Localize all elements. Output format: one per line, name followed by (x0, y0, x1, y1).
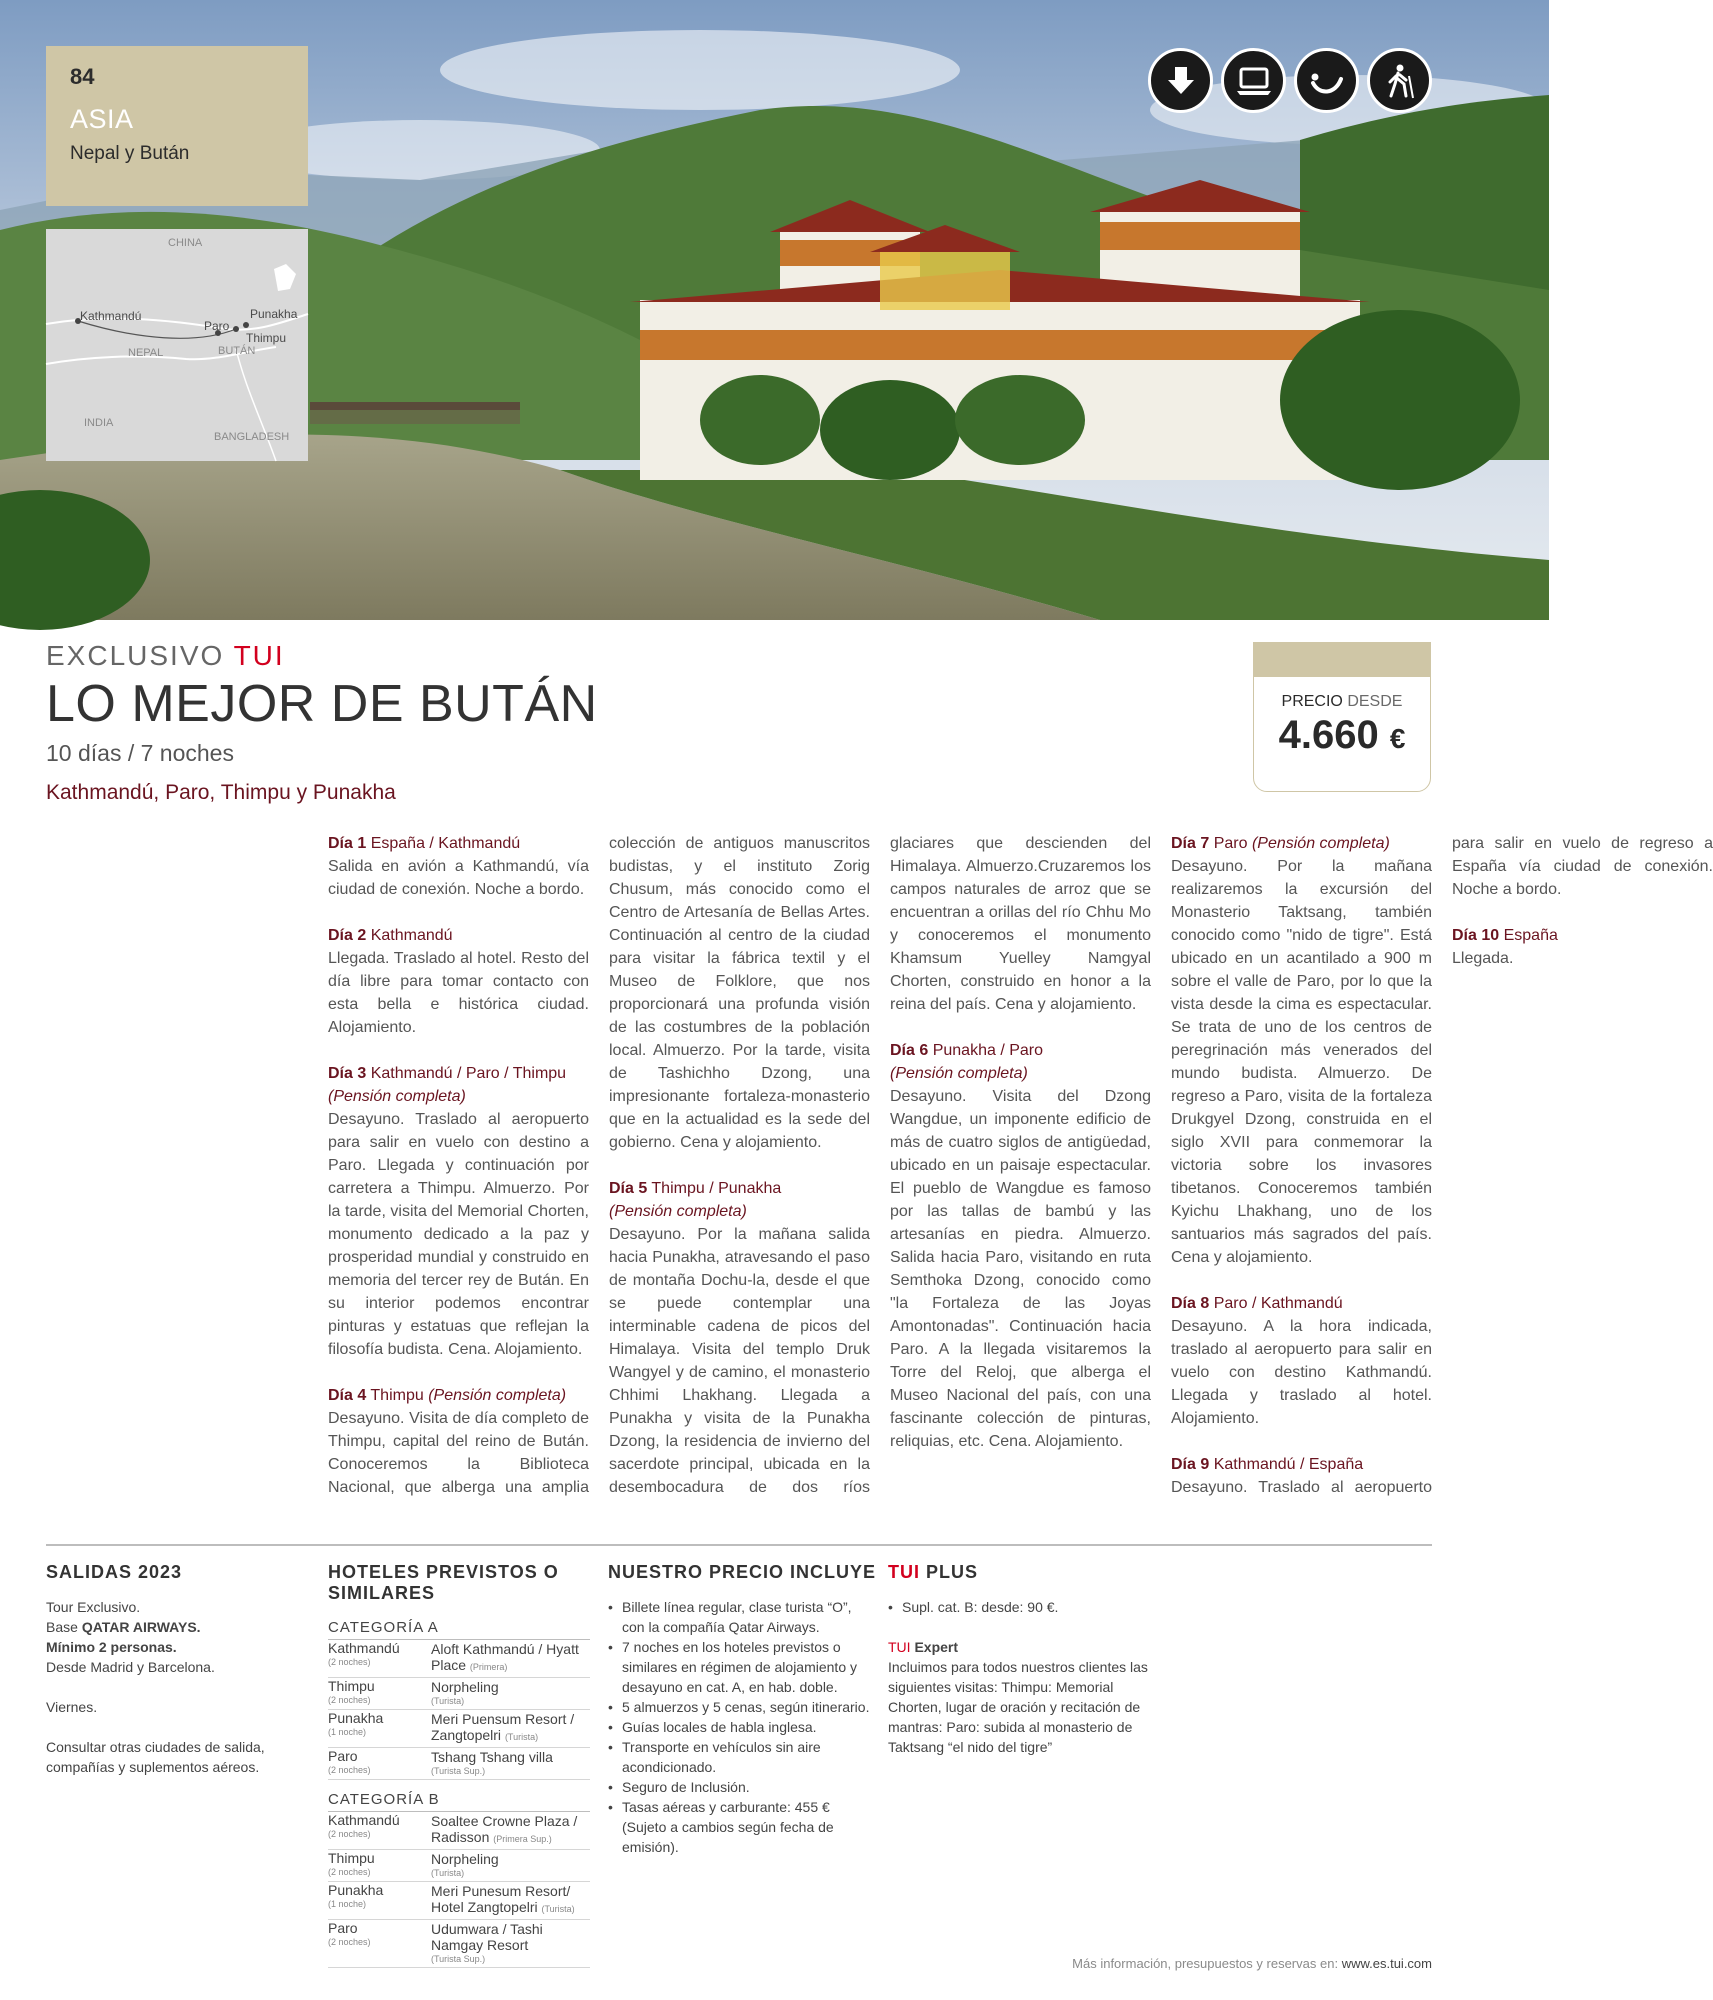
hotel-cat: (Turista) (541, 1904, 575, 1914)
salidas-airline: QATAR AIRWAYS. (81, 1619, 201, 1635)
itinerary-day (1171, 1292, 1432, 1430)
list-item: • Billete línea regular, clase turista “O”, con la compañía Qatar Airways. (608, 1597, 870, 1637)
table-row (328, 1710, 590, 1748)
day-text: Salida en avión a Kathmandú, vía ciudad de conexión. Noche a bordo. (328, 858, 589, 898)
list-item: • 7 noches en los hoteles previstos o similares en régimen de alojamiento y desayuno en cat. A, en hab. doble. (608, 1637, 870, 1697)
map-label-china: CHINA (168, 237, 203, 249)
price-value: 4.660 (1278, 713, 1379, 757)
route-map (46, 229, 308, 461)
plus-list (888, 1597, 1150, 1617)
price-label (1254, 693, 1430, 711)
exclusive-label (46, 640, 598, 672)
list-item: • Seguro de Inclusión. (608, 1777, 870, 1797)
hotel-city: Paro (328, 1748, 358, 1764)
day-number: Día 7 (1171, 835, 1210, 852)
footer-text: Más información, presupuestos y reservas en: (1072, 1956, 1339, 1971)
hotel-nights: (1 noche) (328, 1727, 367, 1737)
page-number: 84 (70, 64, 95, 89)
hotel-cat: (Turista Sup.) (431, 1766, 486, 1776)
itinerary-day (1452, 924, 1713, 970)
download-icon[interactable] (1148, 48, 1213, 113)
price-band (1254, 643, 1430, 677)
hotel-city: Paro (328, 1920, 358, 1936)
hotel-city: Punakha (328, 1882, 384, 1898)
itinerary-day (328, 832, 589, 901)
hotel-city: Thimpu (328, 1850, 375, 1866)
map-label-butan: BUTÁN (218, 345, 256, 357)
day-number: Día 8 (1171, 1295, 1210, 1312)
day-number: Día 6 (890, 1042, 929, 1059)
tui-brand: TUI (888, 1639, 911, 1655)
map-city-kathmandu: Kathmandú (80, 309, 142, 323)
hotel-cat: (Primera) (469, 1662, 508, 1672)
hotel-table (328, 1618, 590, 1968)
salidas-consultar: Consultar otras ciudades de salida, compañías y suplementos aéreos. (46, 1739, 265, 1775)
day-text: Llegada. Traslado al hotel. Resto del día libre para tomar contacto con esta bella e histórica ciudad. Alojamiento. (328, 950, 589, 1036)
salidas-line1: Tour Exclusivo. (46, 1599, 141, 1615)
table-row (328, 1882, 590, 1920)
salidas-dias: Viernes. (46, 1699, 98, 1715)
country-label: Nepal y Bután (70, 143, 190, 164)
page-footer (1040, 1956, 1432, 1971)
page-title: LO MEJOR DE BUTÁN (46, 675, 598, 733)
footer-link[interactable]: www.es.tui.com (1341, 1956, 1432, 1971)
incluye-list (608, 1597, 870, 1857)
hotel-name: Norpheling (431, 1679, 499, 1695)
day-place: Kathmandú (370, 927, 453, 944)
tui-brand: TUI (233, 640, 285, 671)
price-box (1253, 642, 1431, 792)
day-text: Desayuno. Visita de día completo de Thimpu, capital del reino de Bután. Conoceremos la Biblioteca Nacional, que alberga una amplia colección de antiguos manuscritos budistas, y el instituto Zorig Chusum, más conocido como el Centro de Artesanía de Bellas Artes. Continuación al centro de la ciudad para visitar la fábrica textil y el Museo de Folklore, que nos proporcionará una profunda visión de las costumbres de la población local. Almuerzo. Por la tarde, visita de Tashichho Dzong, una impresionante fortaleza-monasterio que en la actualidad es la sede del gobierno. Cena y alojamiento. (328, 835, 870, 1496)
salidas-base-label: Base (46, 1619, 78, 1635)
hoteles-heading: HOTELES PREVISTOS O SIMILARES (328, 1562, 559, 1603)
list-item: • Transporte en vehículos sin aire acondicionado. (608, 1737, 870, 1777)
hotel-nights: (2 noches) (328, 1829, 371, 1839)
hotel-nights: (2 noches) (328, 1867, 371, 1877)
incluye-section (608, 1562, 876, 1857)
hotel-name: Meri Puensum Resort / Zangtopelri (431, 1711, 575, 1743)
day-place: Paro / Kathmandú (1213, 1295, 1343, 1312)
trip-route: Kathmandú, Paro, Thimpu y Punakha (46, 781, 396, 804)
day-place: España / Kathmandú (370, 835, 521, 852)
salidas-section (46, 1562, 308, 1777)
table-row (328, 1678, 590, 1710)
tui-plus-heading (888, 1562, 1150, 1583)
hotel-city: Punakha (328, 1710, 384, 1726)
table-row (328, 1920, 590, 1968)
table-row (328, 1812, 590, 1850)
itinerary-day (328, 1062, 589, 1361)
day-pension: (Pensión completa) (328, 1088, 466, 1105)
hotel-nights: (1 noche) (328, 1899, 367, 1909)
day-pension: (Pensión completa) (1251, 835, 1390, 852)
map-label-nepal: NEPAL (128, 347, 164, 359)
hotel-city: Kathmandú (328, 1640, 400, 1656)
hotel-city: Thimpu (328, 1678, 375, 1694)
day-place: Punakha / Paro (932, 1042, 1043, 1059)
itinerary-day (890, 1039, 1151, 1453)
hotel-cat: (Turista) (504, 1732, 539, 1742)
day-pension: (Pensión completa) (428, 1387, 567, 1404)
exclusive-text: EXCLUSIVO (46, 640, 225, 671)
tui-brand: TUI (888, 1562, 920, 1582)
list-item: • Supl. cat. B: desde: 90 €. (888, 1597, 1150, 1617)
hotel-cat: (Turista Sup.) (431, 1954, 486, 1964)
laptop-icon[interactable] (1221, 48, 1286, 113)
trip-duration: 10 días / 7 noches (46, 740, 234, 766)
day-number: Día 1 (328, 835, 367, 852)
hotel-name: Tshang Tshang villa (431, 1749, 553, 1765)
day-number: Día 9 (1171, 1456, 1210, 1473)
day-place: Paro (1213, 835, 1248, 852)
price-amount (1254, 713, 1430, 758)
trip-header (46, 640, 598, 805)
hotel-category: CATEGORÍA B (328, 1790, 590, 1812)
hotel-nights: (2 noches) (328, 1765, 371, 1775)
hotel-cat: (Turista) (431, 1868, 465, 1878)
map-city-thimpu: Thimpu (246, 331, 287, 345)
price-currency: € (1389, 723, 1406, 754)
price-desde: DESDE (1347, 693, 1403, 710)
incluye-heading: NUESTRO PRECIO INCLUYE (608, 1562, 877, 1582)
day-place: Kathmandú / España (1213, 1456, 1364, 1473)
day-pension: (Pensión completa) (890, 1065, 1028, 1082)
list-item: • 5 almuerzos y 5 cenas, según itinerario. (608, 1697, 870, 1717)
tui-expert-label: Expert (914, 1639, 959, 1655)
day-place: Thimpu (370, 1387, 424, 1404)
hotel-name: Udumwara / Tashi Namgay Resort (431, 1921, 543, 1953)
day-text: Desayuno. Traslado al aeropuerto para salir en vuelo de regreso a España vía ciudad de conexión. Noche a bordo. (1171, 835, 1713, 1496)
day-number: Día 3 (328, 1065, 367, 1082)
day-text: Desayuno. Traslado al aeropuerto para salir en vuelo con destino a Paro. Llegada y continuación por carretera a Thimpu. Almuerzo. Por la tarde, visita del Memorial Chorten, monumento dedicado a la paz y prosperidad mundial y construido en memoria del tercer rey de Bután. En su interior podemos encontrar pinturas y estatuas que reflejan la filosofía budista. Cena. Alojamiento. (328, 1111, 589, 1358)
day-place: Thimpu / Punakha (651, 1180, 782, 1197)
day-place: Kathmandú / Paro / Thimpu (370, 1065, 567, 1082)
day-text: Desayuno. A la hora indicada, traslado al aeropuerto para salir en vuelo con destino Kathmandú. Llegada y traslado al hotel. Alojamiento. (1171, 1318, 1432, 1427)
day-place: España (1503, 927, 1558, 944)
map-label-bangladesh: BANGLADESH (214, 431, 290, 443)
salidas-desde: Desde Madrid y Barcelona. (46, 1659, 215, 1675)
itinerary (328, 832, 1713, 1512)
salidas-heading: SALIDAS 2023 (46, 1562, 183, 1582)
salidas-minimo: Mínimo 2 personas. (46, 1639, 177, 1655)
hotel-nights: (2 noches) (328, 1657, 371, 1667)
day-pension: (Pensión completa) (609, 1203, 747, 1220)
day-text: Llegada. (1452, 950, 1514, 967)
hotel-cat: (Primera Sup.) (493, 1834, 552, 1844)
hotel-name: Aloft Kathmandú / Hyatt Place (431, 1641, 579, 1673)
day-number: Día 2 (328, 927, 367, 944)
hotel-name: Soaltee Crowne Plaza / Radisson (431, 1813, 578, 1845)
hiker-icon[interactable] (1367, 48, 1432, 113)
region-label: ASIA (70, 104, 134, 134)
hotel-name: Meri Punesum Resort/ Hotel Zangtopelri (431, 1883, 571, 1915)
map-label-india: INDIA (84, 417, 114, 429)
table-row (328, 1850, 590, 1882)
tui-plus-section (888, 1562, 1150, 1757)
day-text: Desayuno. Por la mañana realizaremos la excursión del Monasterio Taktsang, también conocido como "nido de tigre". Está ubicado en un acantilado a 900 m sobre el valle de Paro, por lo que la vista desde la cima es espectacular. Se trata de uno de los centros de peregrinación más venerados del mundo budista. Almuerzo. De regreso a Paro, visita de la fortaleza Drukgyel Dzong, construida en el siglo XVII para conmemorar la victoria sobre los invasores tibetanos. Conoceremos también Kyichu Lhakhang, uno de los santuarios más sagrados del país. Cena y alojamiento. (1171, 858, 1432, 1266)
map-city-paro: Paro (204, 319, 230, 333)
tui-expert-heading (888, 1637, 1150, 1657)
map-city-punakha: Punakha (250, 307, 298, 321)
hotel-nights: (2 noches) (328, 1937, 371, 1947)
hotel-name: Norpheling (431, 1851, 499, 1867)
hotel-cat: (Turista) (431, 1696, 465, 1706)
price-label-text: PRECIO (1281, 693, 1343, 710)
day-number: Día 4 (328, 1387, 367, 1404)
hotel-category: CATEGORÍA A (328, 1618, 590, 1640)
section-divider (46, 1544, 1432, 1546)
list-item: • Guías locales de habla inglesa. (608, 1717, 870, 1737)
tui-smile-icon[interactable] (1294, 48, 1359, 113)
day-text: Desayuno. Visita del Dzong Wangdue, un imponente edificio de más de cuatro siglos de antigüedad, ubicado en un paisaje espectacular. El pueblo de Wangdue es famoso por las tallas de bambú y las artesanías en piedra. Almuerzo. Salida hacia Paro, visitando en ruta Semthoka Dzong, conocido como "la Fortaleza de las Joyas Amontonadas". Continuación hacia Paro. A la llegada visitaremos la Torre del Reloj, que alberga el Museo Nacional del país, con una fascinante colección de pinturas, reliquias, etc. Cena. Alojamiento. (890, 1088, 1151, 1450)
list-item: • Tasas aéreas y carburante: 455 € (Sujeto a cambios según fecha de emisión). (608, 1797, 870, 1857)
day-number: Día 10 (1452, 927, 1500, 944)
tui-expert-text: Incluimos para todos nuestros clientes las siguientes visitas: Thimpu: Memorial Chorten, lugar de oración y recitación de mantras: Paro: subida al monasterio de Taktsang “el nido del tigre” (888, 1659, 1148, 1755)
destination-badge (46, 46, 308, 206)
day-text: Desayuno. Por la mañana salida hacia Punakha, atravesando el paso de montaña Dochu-la, desde el que se puede contemplar una interminable cadena de picos del Himalaya. Visita del templo Druk Wangyel y de camino, el monasterio Chhimi Lhakhang. Llegada a Punakha y visita de la Punakha Dzong, la residencia de invierno del sacerdote principal, ubicada en la desembocadura de dos ríos glaciares que descienden del Himalaya. Almuerzo.Cruzaremos los campos naturales de arroz que se encuentran a orillas del río Chhu Mo y conoceremos el monumento Khamsum Yuelley Namgyal Chorten, construido en honor a la reina del país. Cena y alojamiento. (609, 835, 1151, 1496)
itinerary-day (328, 924, 589, 1039)
table-row (328, 1748, 590, 1780)
hotel-city: Kathmandú (328, 1812, 400, 1828)
hotel-nights: (2 noches) (328, 1695, 371, 1705)
itinerary-day (1171, 832, 1432, 1269)
table-row (328, 1640, 590, 1678)
feature-icons (1148, 48, 1432, 113)
hoteles-section (328, 1562, 590, 1968)
tui-plus-label: PLUS (926, 1562, 979, 1582)
salidas-base (46, 1617, 308, 1637)
day-number: Día 5 (609, 1180, 648, 1197)
